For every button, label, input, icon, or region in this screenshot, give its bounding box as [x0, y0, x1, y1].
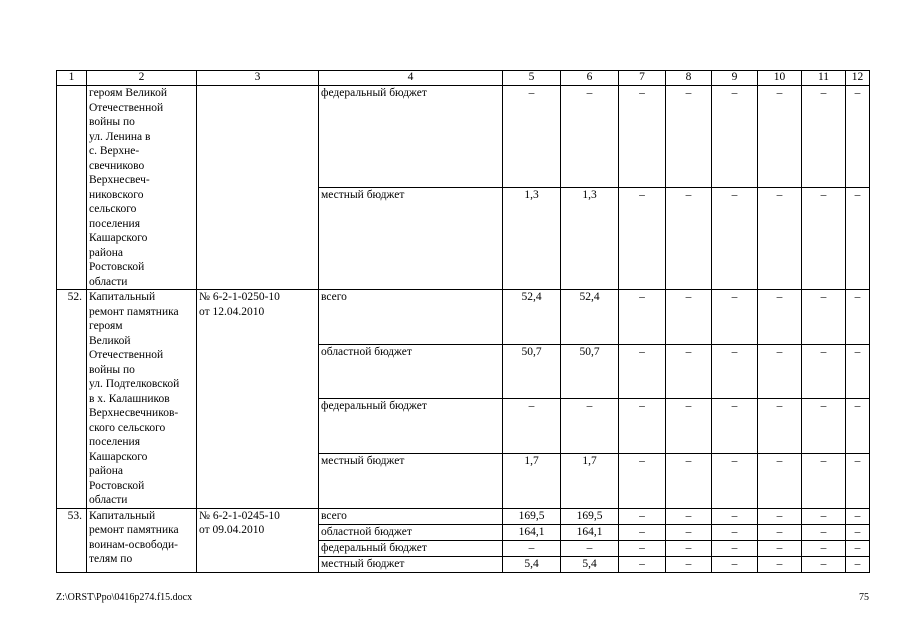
cell-col12: –	[846, 540, 870, 556]
item-document	[197, 508, 319, 572]
cell-col8: –	[666, 508, 712, 524]
item-name-line: телям по	[89, 553, 133, 565]
item-document-line: от 09.04.2010	[199, 524, 265, 536]
cell-col9: –	[712, 399, 758, 454]
cell-col8: –	[666, 188, 712, 290]
cell-col5: 1,7	[503, 453, 561, 508]
item-name-line: сельского	[89, 203, 137, 215]
cell-col10: –	[758, 344, 802, 399]
item-name-line: Отечественной	[89, 101, 164, 114]
cell-col12: –	[846, 86, 870, 188]
item-name-line: ремонт памятника	[89, 305, 179, 318]
cell-col9: –	[712, 188, 758, 290]
cell-col12: –	[846, 399, 870, 454]
cell-col6: 1,7	[561, 453, 619, 508]
item-name-line: воинам-освободи-	[89, 538, 178, 551]
cell-col9: –	[712, 453, 758, 508]
cell-col6: –	[561, 540, 619, 556]
cell-col10: –	[758, 556, 802, 572]
cell-col12: –	[846, 290, 870, 345]
cell-col11: –	[802, 188, 846, 290]
item-name-line: области	[89, 494, 128, 506]
item-name-line: Отечественной	[89, 349, 164, 361]
cell-col10: –	[758, 290, 802, 345]
cell-col5: –	[503, 540, 561, 556]
cell-col11: –	[802, 453, 846, 508]
column-header-1: 1	[57, 71, 87, 86]
table-row	[57, 86, 870, 188]
cell-col10: –	[758, 453, 802, 508]
cell-col12: –	[846, 344, 870, 399]
item-name-line: района	[89, 465, 124, 477]
item-document-line: № 6-2-1-0250-10	[199, 291, 280, 303]
cell-col6: 1,3	[561, 188, 619, 290]
column-header-12: 12	[846, 71, 870, 86]
item-number: 53.	[57, 508, 87, 572]
budget-label: местный бюджет	[319, 556, 503, 572]
item-number: 52.	[57, 290, 87, 509]
cell-col11: –	[802, 86, 846, 188]
item-document	[197, 86, 319, 290]
cell-col8: –	[666, 556, 712, 572]
budget-label: местный бюджет	[319, 188, 503, 290]
cell-col10: –	[758, 188, 802, 290]
column-header-6: 6	[561, 71, 619, 86]
cell-col9: –	[712, 524, 758, 540]
item-document-line: № 6-2-1-0245-10	[199, 509, 280, 522]
item-document	[197, 290, 319, 509]
cell-col9: –	[712, 86, 758, 188]
table-row	[57, 508, 870, 524]
cell-col8: –	[666, 399, 712, 454]
footer-page-number: 75	[859, 592, 869, 603]
item-name-line: Кашарского	[89, 450, 148, 463]
item-document-line: от 12.04.2010	[199, 305, 265, 318]
item-name-line: войны по	[89, 363, 135, 376]
cell-col11: –	[802, 344, 846, 399]
cell-col12: –	[846, 453, 870, 508]
budget-label: федеральный бюджет	[319, 86, 503, 188]
cell-col8: –	[666, 540, 712, 556]
cell-col10: –	[758, 540, 802, 556]
item-name-line: с. Верхне-	[89, 145, 140, 157]
item-name-line: свечниково	[89, 159, 145, 172]
cell-col11: –	[802, 399, 846, 454]
cell-col7: –	[619, 556, 666, 572]
item-name-line: никовского	[89, 188, 144, 201]
cell-col9: –	[712, 556, 758, 572]
column-header-8: 8	[666, 71, 712, 86]
cell-col7: –	[619, 453, 666, 508]
budget-label: федеральный бюджет	[319, 399, 503, 454]
item-name-line: Великой	[89, 334, 131, 347]
cell-col7: –	[619, 290, 666, 345]
item-name-line: района	[89, 246, 124, 259]
cell-col9: –	[712, 508, 758, 524]
cell-col5: 169,5	[503, 508, 561, 524]
cell-col10: –	[758, 86, 802, 188]
header-row	[57, 71, 870, 86]
cell-col6: –	[561, 86, 619, 188]
cell-col5: –	[503, 399, 561, 454]
cell-col7: –	[619, 86, 666, 188]
cell-col6: –	[561, 399, 619, 454]
cell-col8: –	[666, 524, 712, 540]
cell-col10: –	[758, 524, 802, 540]
cell-col12: –	[846, 556, 870, 572]
item-name-line: Верхнесвеч-	[89, 174, 150, 186]
item-name-line: ремонт памятника	[89, 524, 179, 536]
item-name-line: героям	[89, 320, 123, 332]
item-name-line: Верхнесвечников-	[89, 407, 179, 419]
item-name-line: ул. Подтелковской	[89, 378, 180, 390]
cell-col5: 52,4	[503, 290, 561, 345]
item-name	[87, 86, 197, 290]
cell-col8: –	[666, 290, 712, 345]
item-name-line: поселения	[89, 436, 140, 448]
column-header-7: 7	[619, 71, 666, 86]
table-body	[57, 71, 870, 573]
cell-col9: –	[712, 290, 758, 345]
cell-col11: –	[802, 540, 846, 556]
cell-col6: 169,5	[561, 508, 619, 524]
cell-col12: –	[846, 524, 870, 540]
item-name-line: ского сельского	[89, 421, 166, 434]
cell-col7: –	[619, 508, 666, 524]
cell-col5: 164,1	[503, 524, 561, 540]
cell-col7: –	[619, 540, 666, 556]
item-name-line: области	[89, 275, 128, 288]
cell-col12: –	[846, 508, 870, 524]
cell-col11: –	[802, 508, 846, 524]
column-header-11: 11	[802, 71, 846, 86]
cell-col8: –	[666, 453, 712, 508]
column-header-10: 10	[758, 71, 802, 86]
cell-col7: –	[619, 399, 666, 454]
cell-col6: 50,7	[561, 344, 619, 399]
cell-col5: 5,4	[503, 556, 561, 572]
item-name	[87, 508, 197, 572]
cell-col9: –	[712, 344, 758, 399]
cell-col5: 50,7	[503, 344, 561, 399]
table-row	[57, 290, 870, 345]
item-name-line: Капитальный	[89, 291, 156, 303]
cell-col10: –	[758, 399, 802, 454]
budget-table	[56, 70, 870, 573]
cell-col6: 5,4	[561, 556, 619, 572]
item-name-line: войны по	[89, 116, 135, 128]
item-name	[87, 290, 197, 509]
cell-col7: –	[619, 188, 666, 290]
cell-col11: –	[802, 524, 846, 540]
item-name-line: Кашарского	[89, 232, 148, 244]
column-header-9: 9	[712, 71, 758, 86]
cell-col5: –	[503, 86, 561, 188]
item-number	[57, 86, 87, 290]
cell-col7: –	[619, 344, 666, 399]
budget-label: местный бюджет	[319, 453, 503, 508]
item-name-line: ул. Ленина в	[89, 130, 151, 143]
cell-col12: –	[846, 188, 870, 290]
cell-col11: –	[802, 290, 846, 345]
budget-label: областной бюджет	[319, 524, 503, 540]
item-name-line: в х. Калашников	[89, 392, 170, 405]
column-header-5: 5	[503, 71, 561, 86]
budget-label: областной бюджет	[319, 344, 503, 399]
cell-col7: –	[619, 524, 666, 540]
cell-col6: 164,1	[561, 524, 619, 540]
item-name-line: Ростовской	[89, 261, 145, 273]
item-name-line: героям Великой	[89, 87, 167, 99]
budget-label: федеральный бюджет	[319, 540, 503, 556]
item-name-line: поселения	[89, 217, 140, 230]
column-header-4: 4	[319, 71, 503, 86]
cell-col9: –	[712, 540, 758, 556]
budget-label: всего	[319, 290, 503, 345]
column-header-3: 3	[197, 71, 319, 86]
footer-file-path: Z:\ORST\Ppo\0416p274.f15.docx	[56, 592, 193, 603]
cell-col10: –	[758, 508, 802, 524]
item-name-line: Капитальный	[89, 509, 156, 522]
cell-col6: 52,4	[561, 290, 619, 345]
column-header-2: 2	[87, 71, 197, 86]
cell-col11: –	[802, 556, 846, 572]
budget-label: всего	[319, 508, 503, 524]
item-name-line: Ростовской	[89, 479, 145, 492]
cell-col8: –	[666, 344, 712, 399]
cell-col8: –	[666, 86, 712, 188]
cell-col5: 1,3	[503, 188, 561, 290]
